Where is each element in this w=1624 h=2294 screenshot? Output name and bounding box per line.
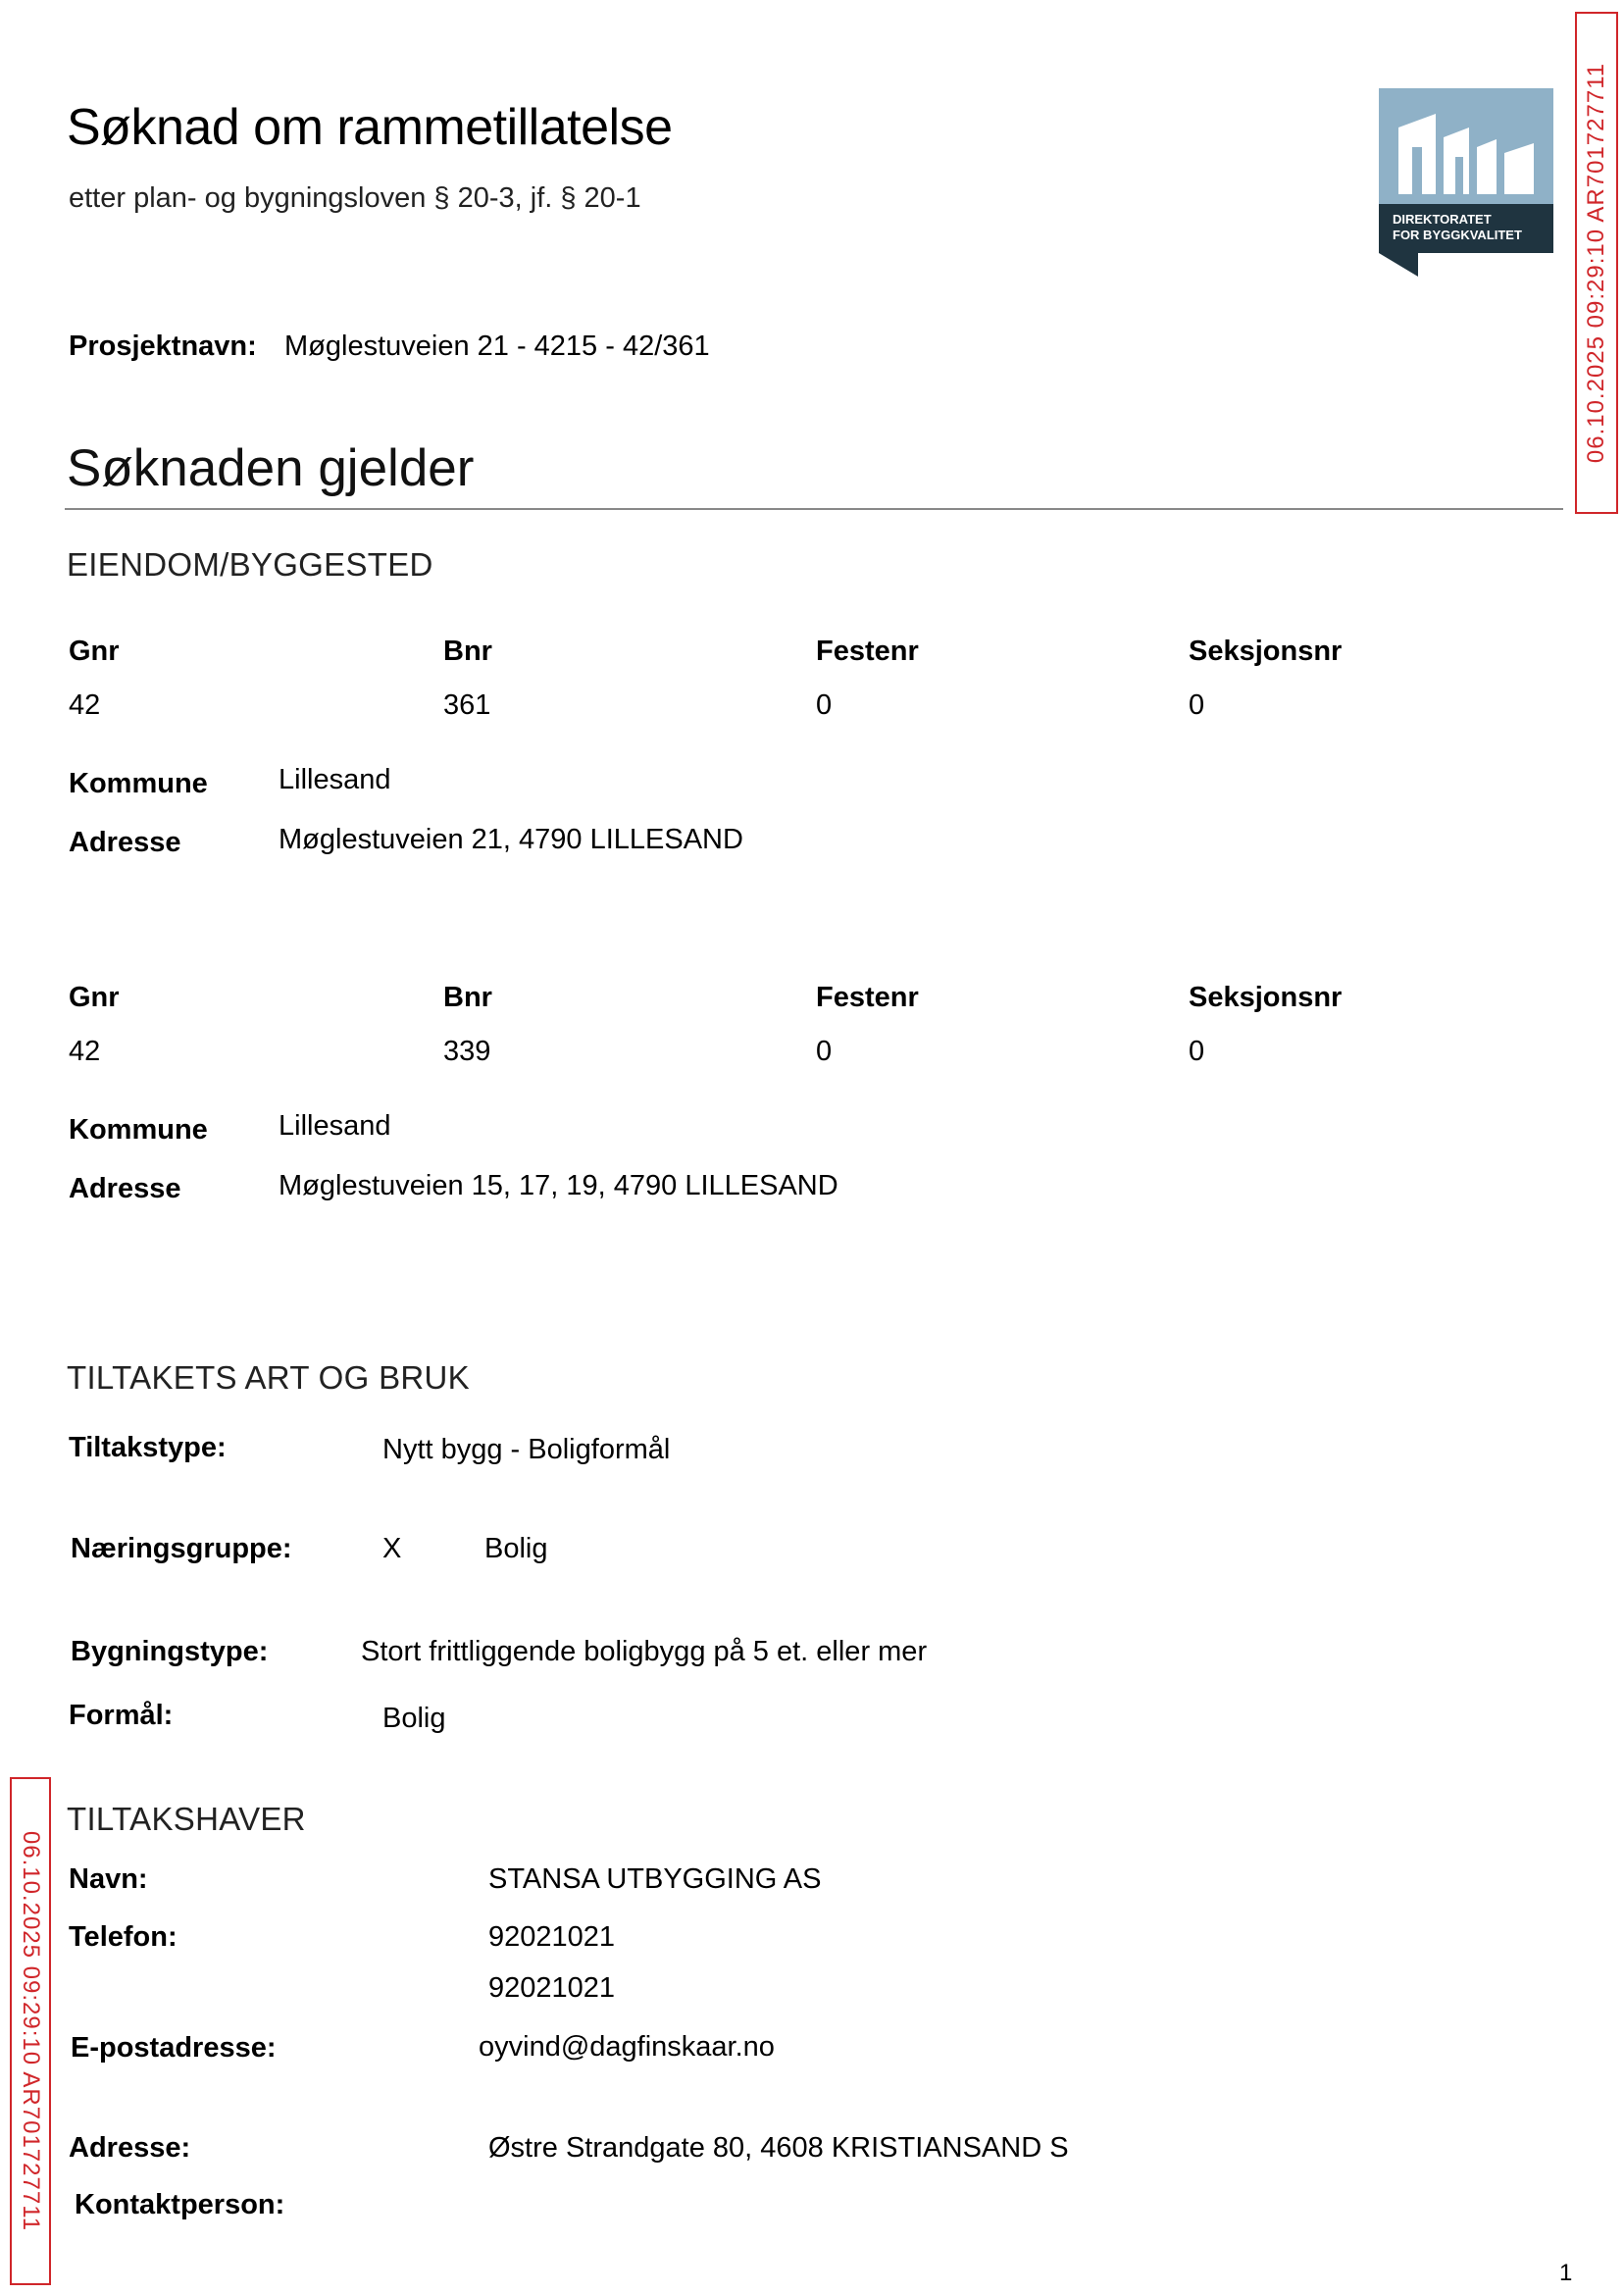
gnr-header: Gnr xyxy=(69,636,120,667)
telefon-label: Telefon: xyxy=(69,1921,178,1953)
adresse-label: Adresse xyxy=(69,827,181,858)
kommune-value: Lillesand xyxy=(279,764,391,795)
tiltakstype-label: Tiltakstype: xyxy=(69,1432,227,1463)
bnr-value: 361 xyxy=(443,689,491,721)
page-number: 1 xyxy=(1559,2260,1573,2286)
seksjonsnr-value: 0 xyxy=(1189,689,1205,721)
dibk-logo xyxy=(1379,88,1553,277)
navn-label: Navn: xyxy=(69,1863,148,1895)
bnr-header: Bnr xyxy=(443,636,492,667)
festenr-value: 0 xyxy=(816,1036,833,1067)
kommune-label: Kommune xyxy=(69,768,208,799)
document-subtitle: etter plan- og bygningsloven § 20-3, jf. § 20-1 xyxy=(69,182,641,214)
naeringsgruppe-value: Bolig xyxy=(484,1533,548,1564)
formal-label: Formål: xyxy=(69,1700,174,1731)
telefon-value-1: 92021021 xyxy=(488,1921,616,1953)
kommune-label: Kommune xyxy=(69,1114,208,1146)
timestamp-stamp-bottom xyxy=(10,1777,51,2285)
adresse-label: Adresse: xyxy=(69,2132,191,2164)
section-title-tiltakshaver: TILTAKSHAVER xyxy=(67,1801,306,1837)
naeringsgruppe-label: Næringsgruppe: xyxy=(71,1533,292,1564)
gnr-value: 42 xyxy=(69,689,101,721)
festenr-header: Festenr xyxy=(816,982,919,1013)
seksjonsnr-value: 0 xyxy=(1189,1036,1205,1067)
bygningstype-value: Stort frittliggende boligbygg på 5 et. eller mer xyxy=(361,1636,928,1667)
section-heading: Søknaden gjelder xyxy=(67,439,475,497)
section-title-tiltak: TILTAKETS ART OG BRUK xyxy=(67,1359,470,1396)
bnr-value: 339 xyxy=(443,1036,491,1067)
festenr-value: 0 xyxy=(816,689,833,721)
stamp-text: 06.10.2025 09:29:10 AR701727711 xyxy=(1583,62,1609,464)
document-title: Søknad om rammetillatelse xyxy=(67,99,673,156)
adresse-value: Møglestuveien 15, 17, 19, 4790 LILLESAND xyxy=(279,1170,838,1201)
gnr-value: 42 xyxy=(69,1036,101,1067)
adresse-value: Møglestuveien 21, 4790 LILLESAND xyxy=(279,824,743,855)
adresse-value: Østre Strandgate 80, 4608 KRISTIANSAND S xyxy=(488,2132,1069,2164)
seksjonsnr-header: Seksjonsnr xyxy=(1189,982,1343,1013)
logo-text-line1: DIREKTORATET xyxy=(1393,212,1492,227)
adresse-label: Adresse xyxy=(69,1173,181,1204)
navn-value: STANSA UTBYGGING AS xyxy=(488,1863,822,1895)
seksjonsnr-header: Seksjonsnr xyxy=(1189,636,1343,667)
tiltakstype-value: Nytt bygg - Boligformål xyxy=(382,1434,671,1465)
project-value: Møglestuveien 21 - 4215 - 42/361 xyxy=(284,331,710,362)
kontaktperson-label: Kontaktperson: xyxy=(75,2189,285,2220)
epost-label: E-postadresse: xyxy=(71,2032,277,2064)
bnr-header: Bnr xyxy=(443,982,492,1013)
project-label: Prosjektnavn: xyxy=(69,331,257,362)
heading-divider xyxy=(65,508,1563,510)
section-title-eiendom: EIENDOM/BYGGESTED xyxy=(67,546,433,583)
kommune-value: Lillesand xyxy=(279,1110,391,1142)
bygningstype-label: Bygningstype: xyxy=(71,1636,269,1667)
epost-value: oyvind@dagfinskaar.no xyxy=(479,2031,775,2063)
formal-value: Bolig xyxy=(382,1703,446,1734)
timestamp-stamp-top xyxy=(1575,12,1618,514)
stamp-text: 06.10.2025 09:29:10 AR701727711 xyxy=(18,1830,44,2232)
naeringsgruppe-code: X xyxy=(382,1533,402,1564)
festenr-header: Festenr xyxy=(816,636,919,667)
gnr-header: Gnr xyxy=(69,982,120,1013)
telefon-value-2: 92021021 xyxy=(488,1972,616,2004)
logo-text-line2: FOR BYGGKVALITET xyxy=(1393,228,1522,242)
